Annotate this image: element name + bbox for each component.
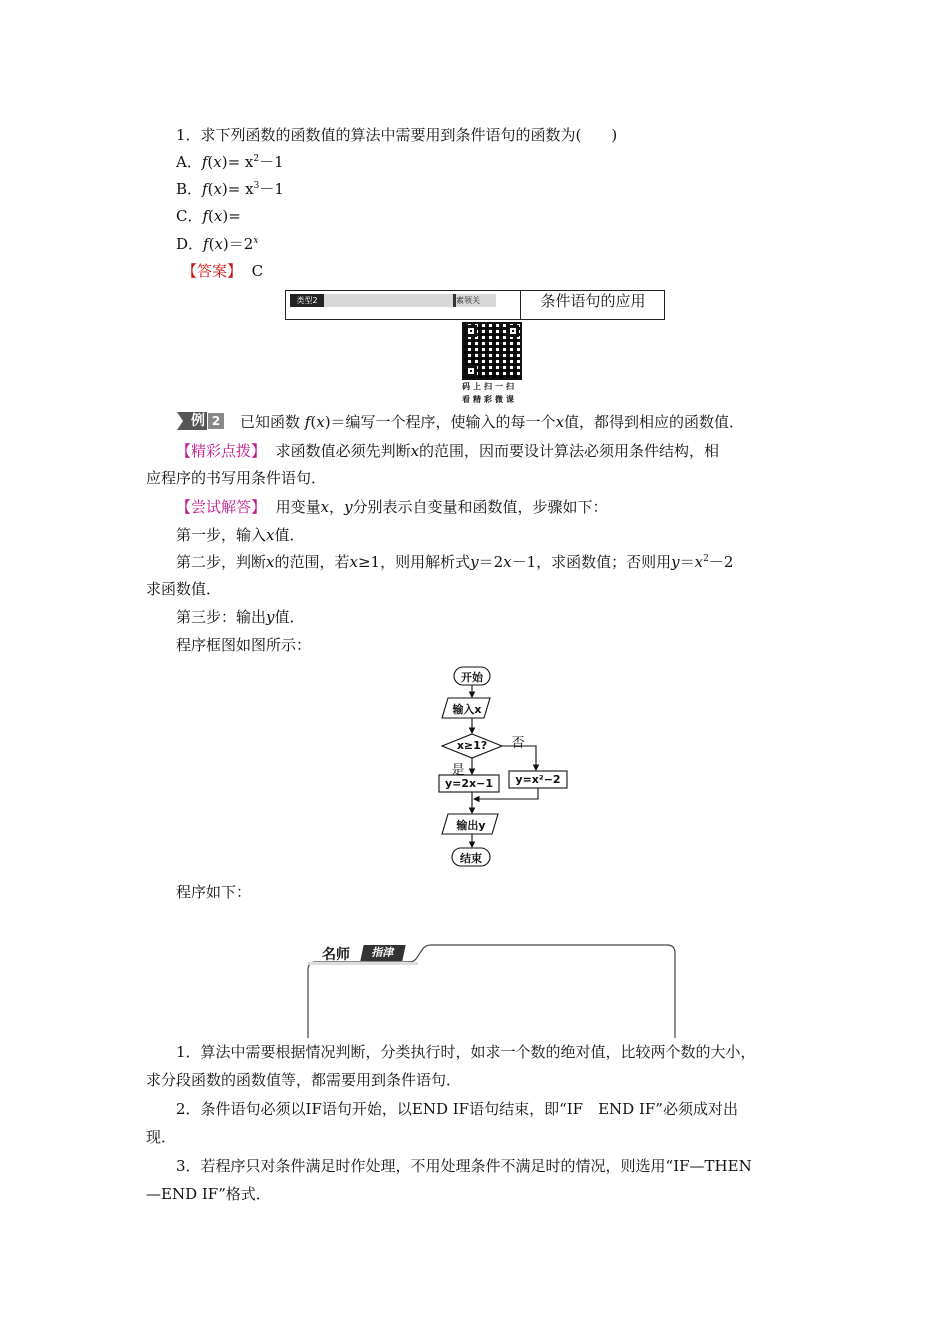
flow-input-label: 输入x <box>452 703 482 716</box>
solution-step-2-cont: 求函数值． <box>146 580 222 598</box>
qr-caption-1: 码上扫一扫 <box>462 382 517 391</box>
tips-p2-b: 现． <box>146 1128 177 1146</box>
q1-stem: 1．求下列函数的函数值的算法中需要用到条件语句的函数为( ) <box>176 126 618 144</box>
solution-step-2: 第二步，判断x的范围，若x≥1，则用解析式y＝2x－1，求函数值；否则用$y=x^2-2$ <box>176 553 734 571</box>
q1-answer: 【答案】 C <box>182 262 264 280</box>
qr-caption-2: 看精彩微课 <box>462 395 517 404</box>
banner-type-tag: 类型2 <box>290 294 324 307</box>
example-tag <box>177 412 225 430</box>
qr-finder <box>465 325 477 337</box>
flow-cond-label: x≥1? <box>456 739 488 752</box>
insight-line-1: 【精彩点拨】 求函数值必须先判断x的范围，因而要设计算法必须用条件结构，相 <box>176 442 720 460</box>
insight-line-2: 应程序的书写用条件语句． <box>146 469 327 487</box>
tips-title-badge: 指津 <box>360 945 405 961</box>
qr-finder <box>465 365 477 377</box>
solution-tag: 【尝试解答】 <box>176 498 267 516</box>
program-intro: 程序如下： <box>176 883 252 901</box>
tips-p1-a: 1．算法中需要根据情况判断，分类执行时，如求一个数的绝对值，比较两个数的大小， <box>176 1043 756 1061</box>
solution-line-1: 【尝试解答】 用变量x，y分别表示自变量和函数值，步骤如下： <box>176 498 608 516</box>
q1-option-c: C．f(x)= <box>176 207 241 225</box>
example-label: 例 <box>177 412 207 430</box>
flow-no-label: 否 <box>511 736 525 751</box>
flow-end-label: 结束 <box>460 852 482 865</box>
q1-option-a: A．$f(x)= x^2-1$ <box>176 153 284 171</box>
tips-p2-a: 2．条件语句必须以IF语句开始，以END IF语句结束，即“IF END IF”必须成对出 <box>176 1100 738 1118</box>
q1-option-d: D．$f(x)=2^x$ <box>176 235 259 253</box>
flowchart-intro: 程序框图如图所示： <box>176 636 312 654</box>
solution-step-3: 第三步：输出y值． <box>176 608 305 626</box>
example-number: 2 <box>208 413 224 429</box>
flowchart <box>430 664 580 874</box>
answer-tag: 【答案】 <box>182 262 243 280</box>
flow-start-label: 开始 <box>461 671 483 684</box>
tips-p1-b: 求分段函数的函数值等，都需要用到条件语句． <box>146 1071 462 1089</box>
tips-header <box>308 942 418 964</box>
qr-code-icon[interactable] <box>462 322 522 380</box>
insight-tag: 【精彩点拨】 <box>176 442 267 460</box>
flow-output-label: 输出y <box>456 819 486 832</box>
banner-title: 条件语句的应用 <box>540 292 646 310</box>
tips-title: 名师 <box>322 947 350 963</box>
example-text: 已知函数 f(x)＝编写一个程序，使输入的每一个x值，都得到相应的函数值． <box>240 413 745 431</box>
flow-no-box-label: y=x²−2 <box>515 773 561 786</box>
tips-p3-b: —END IF”格式． <box>146 1185 271 1203</box>
banner-right-tag: 素领关 <box>456 294 496 307</box>
flow-yes-label: 是 <box>451 763 465 778</box>
type-banner <box>285 290 665 320</box>
q1-option-b: B．$f(x)= x^3-1$ <box>176 180 284 198</box>
tips-p3-a: 3．若程序只对条件满足时作处理，不用处理条件不满足时的情况，则选用“IF—THEN <box>176 1157 752 1175</box>
flow-yes-box-label: y=2x−1 <box>444 777 493 790</box>
qr-finder <box>507 325 519 337</box>
solution-step-1: 第一步，输入x值． <box>176 526 305 544</box>
